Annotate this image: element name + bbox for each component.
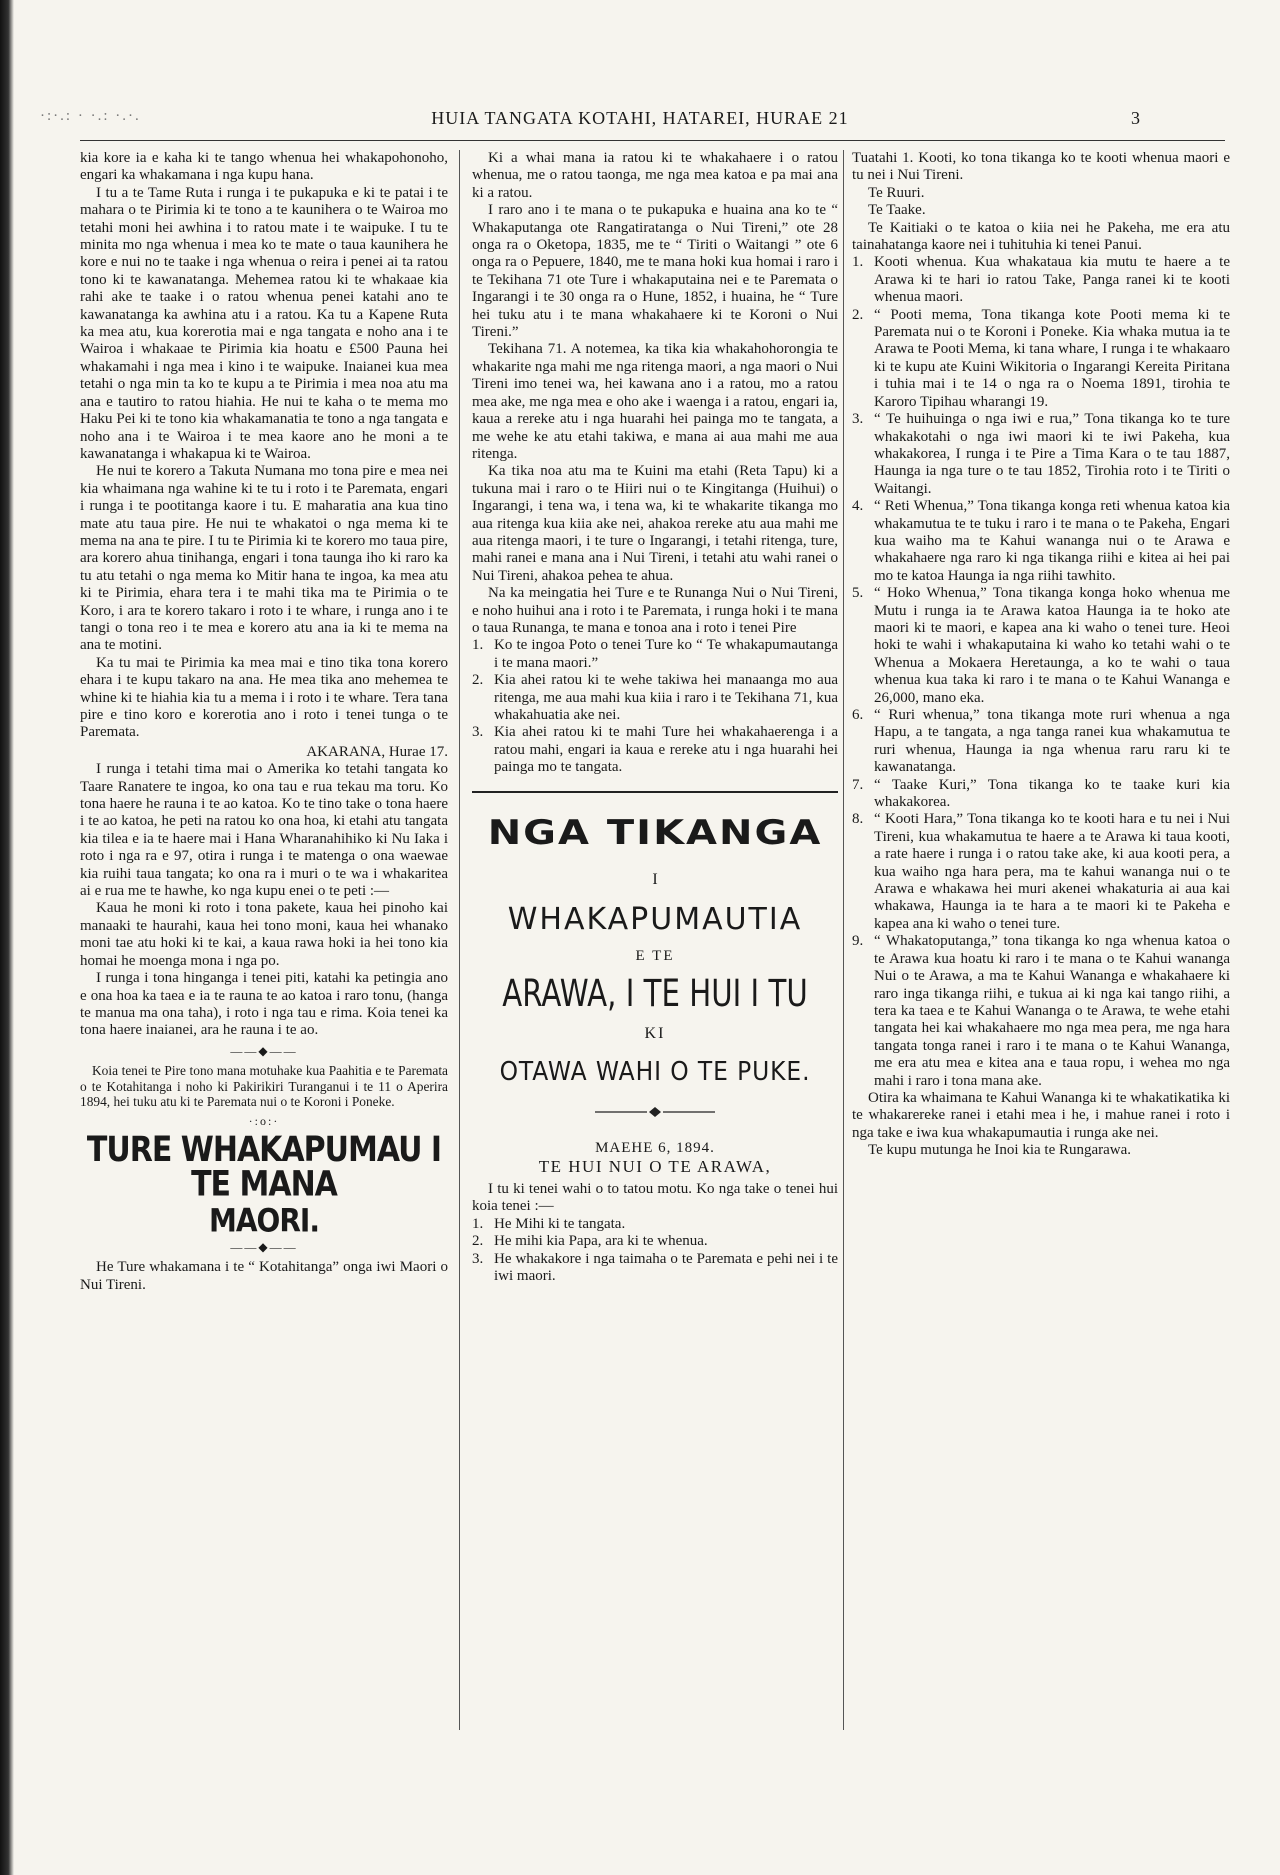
list-number: 2. [472,1233,484,1250]
article-paragraph: I tu a te Tame Ruta i runga i te pukapuka e ki te patai i te mahara o te Pirimia ki te tono a te kaunihera o te Wairoa mo tetahi moni hei awhina i to ratou mate i te waipuke. I tu te minita mo nga whenua i mea ko te mate o taua kaunihera he kore e nui no te taake i nga whenua o reira i penei ai ta ratou tono ki te kawanatanga. Mehemea ratou ki te whakaae kia rahi ake te taake i o ratou whenua penei katahi ano te kawanatanga ka awhina atu i a ratou. Ka tu a Kapene Ruta ka mea atu, kua korerotia mai e nga tangata e noho ana i te Wairoa i whakaae te Pirimia kia hoatu e £500 Pauna hei whakamahi i nga mea i kino i te waipuke. Inaianei kua mea tetahi o nga min ta ko te kupu a te Pirimia i mea noa atu ma ana e tautiro to ratou hiahia. He nui te kaha o te mema mo Haku Pei ki te tono kia whakamanatia te tono a nga tangata e noho ana i te Wairoa i te mea kaore ano he moni a te kawanatanga i whakapua ki te Wairoa. [80,184,448,462]
meeting-heading: TE HUI NUI O TE ARAWA, [538,1156,772,1176]
list-number: 3. [472,724,484,741]
page-header [40,108,1240,134]
article-paragraph: I runga i tetahi tima mai o Amerika ko tetahi tangata ko Taare Ranatere te ingoa, ko ona tau e rua tekau ma toru. Ko tona haere he rauna i te ao katoa. Ko te tino take o tona haere i te ao katoa, he peti na ratou ko ona hoa, ki etahi atu tangata kia tilea e ia te haere mai i Hana Wharanahihiko ki Nu Iaka i roto i nga ra e 97, otira i runga i te matenga o ona waewae kia ruihi taua tangata; ko ona ra i muri o te wa i whakaritea ai e rua me te hawhe, ko nga kupu enei o te peti :— [80,761,448,900]
list-text: “ Taake Kuri,” Tona tikanga ko te taake kuri kia whakakorea. [874,776,1230,811]
bill-intro: He Ture whakamana i te “ Kotahitanga” onga iwi Maori o Nui Tireni. [80,1259,448,1293]
list-text: “ Hoko Whenua,” Tona tikanga konga hoko whenua me Mutu i runga ia te Arawa katoa Haunga ia te hoko ate maori ki te maori, e kapea ana ki waho o tenei ture. Heoi hoki te wahi i whakaputaina ki waho ko tetahi wahi o te Whenua a Mokaera Heretaunga, a ko te wahi o taua whenua kua taka ki raro i te mana o te Kahui Wananga e 26,000, mano eka. [874,585,1230,706]
separator-mark: ·:o:· [248,1113,280,1128]
list-number: 4. [852,498,864,515]
header-rule [80,140,1225,141]
list-text: “ Kooti Hara,” Tona tikanga ko te kooti hara e tu nei i Nui Tireni, kua whakamutua te haere a te Arawa ki taua kooti, a rate haere i runga i o ratou take ake, ki aua kooti pera, a kua waiho nga hara pera, ma te kahui wananga nui o te Arawa e whakawa hei muri akenei whakaturia ai aua kai whakawa, Haunga ia te hara a te maori ki te Pakeha e kapea ana ki waho o tenei ture. [874,811,1230,932]
article-paragraph: Tekihana 71. A notemea, ka tika kia whakahohorongia te whakarite nga mahi me nga ritenga maori, a nga maori o Nui Tireni imo tenei wa, hei kawana ano i a ratou, mo a ratou mea ake, me nga mea e oho ake i waenga i a ratou, engari ia, kaua a rereke atu i nga huarahi hei painga mo te tangata, a me wehe ke atu etahi takiwa, e mana ai aua mahi me aua ritenga. [472,341,838,462]
list-number: 8. [852,811,864,828]
page-number: 3 [1131,108,1140,128]
article-line: Te Kaitiaki o te katoa o kiia nei he Pakeha, me era atu tainahatanga kaore nei i tuhituhia ki tenei Panui. [852,219,1230,254]
article-paragraph: Na ka meingatia hei Ture e te Runanga Nui o Nui Tireni, e noho huihui ana i roto i te Paremata, i runga hoki i te mana o taua Runanga, te mana e tonoa ana i roto i tenei Pire [472,585,838,636]
list-text: “ Reti Whenua,” Tona tikanga konga reti whenua katoa kia whakamutua te te tuku i raro i te mana o te Pakeha, Engari kua waiho ma te Kahui wananga nui o te Arawa e whakahaere nga raro ki nga tikanga riihi e kitea ai hei pai mo te katoa Haunga ia nga riihi tawhito. [874,498,1230,584]
list-text: He mihi kia Papa, ara ki te whenua. [494,1233,708,1250]
separator: ——◆—— [230,1043,298,1058]
list-number: 1. [852,254,864,271]
list-number: 3. [852,411,864,428]
article-line: Te Taake. [868,202,926,219]
notice-title [472,811,838,1087]
separator: ——◆—— [230,1240,298,1255]
list-item [852,585,1230,707]
list-item [852,498,1230,585]
closing-paragraph: Otira ka whaimana te Kahui Wananga ki te whakatikatika ki te whakarereke ranei i etahi mea i he, i mahue ranei i roto i nga take e iwa kua whakapumautia i runga ake nei. [852,1089,1230,1141]
title-e-te: E TE [635,948,675,965]
list-text: He Mihi ki te tangata. [494,1215,626,1232]
title-ki: KI [644,1025,666,1043]
title-nga-tikanga: NGA TIKANGA [487,813,823,853]
meeting-intro: I tu ki tenei wahi o to tatou motu. Ko nga take o tenei hui koia tenei :— [472,1181,838,1215]
list-number: 3. [472,1250,484,1267]
list-item [852,254,1230,306]
newspaper-title: HUIA TANGATA KOTAHI, HATAREI, HURAE 21 [431,108,849,128]
article-paragraph: Ka tika noa atu ma te Kuini ma etahi (Reta Tapu) ki a tukuna mai i raro o te Hiiri nui o te Kingitanga (Huihui) o Ingarangi, i tena wa, i tena wa, ki te whakarite tikanga mo aua ritenga kua kiia ake nei, ahakoa rereke atu aua mahi me aua ritenga maori, i te ture o Ingarangi, i tetahi ritenga, ture, mahi ranei e mana ana i Nui Tireni, i tetahi atu wahi ranei o Nui Tireni, ahakoa pehea te ahua. [472,463,838,584]
article-paragraph: Ka tu mai te Pirimia ka mea mai e tino tika tona korero ehara i te kupu takaro na ana. He mea tika ano mehemea te whine ki te hiahia kia tu a mema i i roto i te whare. Tera tana pire e tino koro e korerotia ano i roto i tenei tunga o te Paremata. [80,654,448,741]
resolutions-list [852,254,1230,1090]
closing-paragraph: Te kupu mutunga he Inoi kia te Rungarawa. [868,1142,1132,1159]
ornament-icon [595,1107,715,1117]
title-i: I [652,870,658,888]
list-text: Kia ahei ratou ki te wehe takiwa hei manaanga mo aua ritenga, me aua mahi kua kiia i raro i te Tekihana 71, kua whakahuatia ake nei. [494,672,838,723]
bill-clauses [472,637,838,776]
list-item [852,933,1230,1090]
article-paragraph: He nui te korero a Takuta Numana mo tona pire e mea nei kia whaimana nga wahine ki te tu i roto i te Paremata, engari i runga i te pootitanga kaore i tu. E maharatia ana kua tino mate atu taua pire. He nui te whakatoi o nga mema ki te mema na ana te pire. I tu te Pirimia ki te korero mo taua pire, ara korero ahua tinihanga, engari i tona taunga iho ki raro ka tu atu tetahi o nga mema ko Mitir hana te ingoa, ka mea atu ki te Pirimia, ehara tera i te mahi tika ma te Pirimia o te Koro, i ara te korero takaro i roto i te whare, i runga ano i te tangi o tona reo i te mea e korero atu ana ia ki te mema na ana te motini. [80,463,448,654]
meeting-date: MAEHE 6, 1894. [595,1140,715,1157]
list-number: 7. [852,776,864,793]
list-item [472,1251,838,1286]
meeting-agenda [472,1216,838,1286]
list-number: 2. [852,306,864,323]
column-1 [80,150,448,1765]
list-number: 6. [852,707,864,723]
title-arawa: ARAWA, I TE HUI I TU [502,972,808,1017]
bill-heading: TURE WHAKAPUMAU I TE MANA [86,1130,442,1205]
bill-heading-2: MAORI. [209,1201,319,1240]
list-text: Kooti whenua. Kua whakataua kia mutu te haere a te Arawa ki te hari io ratou Take, Panga ranei ki te kooti whenua maori. [874,254,1230,306]
list-text: “ Te huihuinga o nga iwi e rua,” Tona tikanga ko te ture whakakotahi o nga iwi maori ki te iwi Pakeha, kua whakakorea, I runga i te Pire a Tima Kara o te tau 1887, Haunga ia nga ture o te tau 1852, Tirohia roto i te Tiriti o Waitangi. [874,411,1230,497]
list-number: 1. [472,637,484,654]
article-paragraph: I runga i tona hinganga i tenei piti, katahi ka petingia ano e ona hoa ka taea e ia te rauna te ao katoa i raro tonu, (hanga te manua ma ona taha), i roto i nga tau e rima. Koia tenei ka tona haere inaianei, ara he rauna i te ao. [80,970,448,1039]
header-marks: ·:·.: · ·.: ·.·. [40,108,141,124]
list-item [852,707,1230,777]
title-whakapumautia: WHAKAPUMAUTIA [507,902,803,938]
section-rule [472,791,838,793]
column-3 [852,150,1230,1765]
list-text: Ko te ingoa Poto o tenei Ture ko “ Te whakapumautanga i te mana maori.” [494,637,838,671]
list-item [852,307,1230,411]
column-2 [472,150,838,1765]
list-text: “ Whakatoputanga,” tona tikanga ko nga whenua katoa o te Arawa kua hoatu ki raro i te mana o te Kahui wananga Nui o te Arawa, a ma te Kahui Wananga e whakahaere ki raro inga tikanga riihi, e tukua ai ki nga kai tango riihi, a tera ka taea e te Kahui Wananga o te Arawa, te wehe etahi tangata hei kai whakahaere mo nga mea pera, me nga hara tangata tonga ranei i raro i te mana o te Kahui Wananga, me era atu mea e kitea ana e taua ropu, i wehea mo nga mahi i raro i tona mana ake. [874,933,1230,1089]
list-number: 1. [472,1215,484,1232]
list-number: 5. [852,585,864,602]
list-item [472,637,838,672]
ornament-divider [472,1105,838,1122]
list-number: 9. [852,933,864,950]
article-paragraph: Kaua he moni ki roto i tona pakete, kaua hei pinoho kai manaaki te haurahi, kaua hei tono moni, kaua hei whanako moni tae atu hoki ki te kai, a kaua rawa hoki ia hei tono kia homai he moenga mona i nga po. [80,900,448,969]
list-item [852,777,1230,812]
article-line: Te Ruuri. [868,184,925,201]
dateline: AKARANA, Hurae 17. [306,743,448,760]
list-item [852,811,1230,933]
list-text: “ Ruri whenua,” tona tikanga mote ruri whenua a nga Hapu, a te tangata, a nga tanga ranei kua whakamutua te ruri whenua, Haunga ia nga whenua raru raru ki te kawanatanga. [874,707,1230,776]
article-line: Tuatahi 1. Kooti, ko tona tikanga ko te kooti whenua maori e tu nei i Nui Tireni. [852,150,1230,184]
list-item [472,724,838,776]
page-edge [0,0,14,1875]
title-otawa: OTAWA WAHI O TE PUKE. [499,1056,811,1087]
column-divider-1 [459,150,460,1730]
list-number: 2. [472,672,484,689]
list-item [472,1233,838,1250]
list-item [472,1216,838,1233]
article-paragraph: I raro ano i te mana o te pukapuka e huaina ana ko te “ Whakaputanga ote Rangatiratanga o Nui Tireni,” ote 28 onga ra o Oketopa, 1835, me te “ Tiriti o Waitangi ” ote 6 onga ra o Pepuere, 1840, me te mana hoki kua homai i raro i te Tekihana 71 ote Ture i whakaputaina nei e te Paremata o Ingarangi i te 30 onga ra o Hune, 1852, i huaina, he “ Ture hei tuku atu i te mana whakahaere ki te Koroni o Nui Tireni.” [472,202,838,341]
list-text: “ Pooti mema, Tona tikanga kote Pooti mema ki te Paremata nui o te Koroni i Poneke. Kia whaka mutua ia te Arawa te Pooti Mema, ki tana whare, I runga i te whakaaro ki te kupu ate Kuini Wikitoria o Ingarangi Kereita Piritana i tuhia mai i te 14 o nga ra o Noema 1891, tirohia te Karoro Tipihau wharangi 19. [874,306,1230,410]
list-item [852,411,1230,498]
article-paragraph: Ki a whai mana ia ratou ki te whakahaere i o ratou whenua, me o ratou taonga, me nga mea katoa e pa mai ana ki a ratou. [472,150,838,201]
article-paragraph: kia kore ia e kaha ki te tango whenua hei whakapohonoho, engari ka whakamana i nga kupu hana. [80,150,448,184]
list-text: Kia ahei ratou ki te mahi Ture hei whakahaerenga i a ratou mahi, engari ia kaua e rereke atu i nga huarahi hei painga mo te tangata. [494,724,838,776]
column-divider-2 [843,150,844,1730]
list-text: He whakakore i nga taimaha o te Paremata e pehi nei i te iwi maori. [494,1250,838,1285]
bill-note: Koia tenei te Pire tono mana motuhake kua Paahitia e te Paremata o te Kotahitanga i noho ki Pakirikiri Turanganui i te 11 o Aperira 1894, hei tuku atu ki te Paremata nui o te Koroni i Poneke. [80,1063,448,1110]
list-item [472,672,838,724]
